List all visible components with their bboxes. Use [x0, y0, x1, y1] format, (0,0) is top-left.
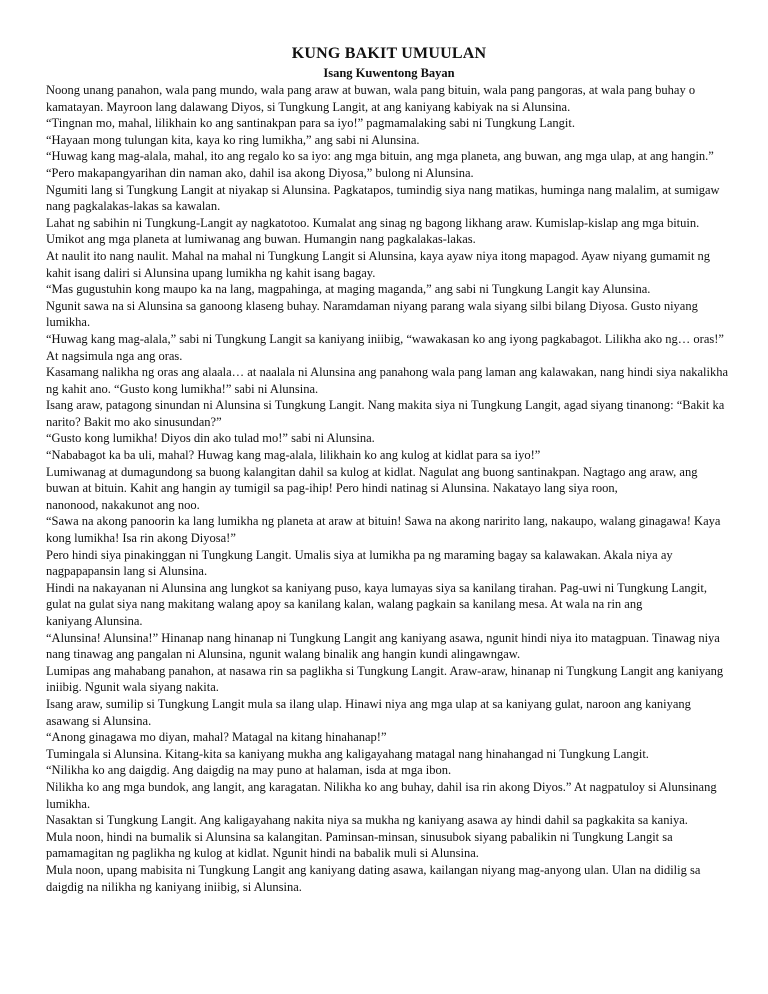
- paragraph: Isang araw, patagong sinundan ni Alunsina si Tungkung Langit. Nang makita siya ni Tungkung Langit, agad siyang tinanong: “Bakit ka narito? Bakit mo ako sinusundan?”: [46, 398, 725, 429]
- paragraph: Lumipas ang mahabang panahon, at nasawa rin sa paglikha si Tungkung Langit. Araw-araw, hinanap ni Tungkung Langit ang kaniyang iniibig. Ngunit wala siyang nakita.: [46, 663, 724, 695]
- paragraph: Pero hindi siya pinakinggan ni Tungkung Langit. Umalis siya at lumikha pa ng maraming bagay sa kalawakan. Akala niya ay nagpapapansin lang si Alunsina.: [46, 547, 673, 579]
- document-subtitle: Isang Kuwentong Bayan: [323, 66, 455, 80]
- paragraph: Nasaktan si Tungkung Langit. Ang kaligayahang nakita niya sa mukha ng kaniyang asawa ay hindi dahil sa pagkakita sa kaniya.: [46, 813, 688, 828]
- paragraph: “Huwag kang mag-alala, mahal, ito ang regalo ko sa iyo: ang mga bituin, ang mga planeta, ang buwan, ang mga ulap, at ang hangin.”: [46, 149, 714, 164]
- paragraph: At naulit ito nang naulit. Mahal na mahal ni Tungkung Langit si Alunsina, kaya ayaw niya itong mapagod. Ayaw niyang gumamit ng kahit isang daliri si Alunsina upang lumikha ng kahit isang bagay.: [46, 248, 711, 280]
- paragraph: “Nilikha ko ang daigdig. Ang daigdig na may puno at halaman, isda at mga ibon.: [46, 763, 452, 778]
- paragraph: Tumingala si Alunsina. Kitang-kita sa kaniyang mukha ang kaligayahang matagal nang hinahangad ni Tungkung Langit.: [46, 746, 649, 761]
- paragraph: “Nababagot ka ba uli, mahal? Huwag kang mag-alala, lilikhain ko ang kulog at kidlat para sa iyo!”: [46, 448, 541, 463]
- paragraph: Kasamang nalikha ng oras ang alaala… at naalala ni Alunsina ang panahong wala pang laman ang kalawakan, nang hindi siya nakalikha ng kahit ano. “Gusto kong lumikha!” sabi ni Alunsina.: [46, 365, 729, 396]
- paragraph: Ngumiti lang si Tungkung Langit at niyakap si Alunsina. Pagkatapos, tumindig siya nang matikas, huminga nang malalim, at sumigaw nang pagkalakas-lakas sa kawalan.: [46, 182, 720, 214]
- document-body: [46, 82, 732, 895]
- paragraph: “Pero makapangyarihan din naman ako, dahil isa akong Diyosa,” bulong ni Alunsina.: [46, 165, 474, 180]
- paragraph: Lahat ng sabihin ni Tungkung-Langit ay nagkatotoo. Kumalat ang sinag ng bagong likhang araw. Kumislap-kislap ang mga bituin. Umikot ang mga planeta at lumiwanag ang buwan. Humangin nang pagkalakas-lakas.: [46, 215, 700, 247]
- paragraph: Hindi na nakayanan ni Alunsina ang lungkot sa kaniyang puso, kaya lumayas siya sa kanilang tirahan. Pag-uwi ni Tungkung Langit, gulat na gulat siya nang makitang walang apoy sa kanilang kalan, walang pagkain sa kanilang mesa. At wala na rin ang kaniyang Alunsina.: [46, 580, 708, 628]
- paragraph: Nilikha ko ang mga bundok, ang langit, ang karagatan. Nilikha ko ang buhay, dahil isa rin akong Diyos.” At nagpatuloy si Alunsinang lumikha.: [46, 779, 717, 811]
- paragraph: Noong unang panahon, wala pang mundo, wala pang araw at buwan, wala pang bituin, wala pang pangoras, at wala pang buhay o kamatayan. Mayroon lang dalawang Diyos, si Tungkung Langit, at ang kaniyang kabiyak na si Alunsina.: [46, 83, 696, 114]
- paragraph: “Gusto kong lumikha! Diyos din ako tulad mo!” sabi ni Alunsina.: [46, 431, 375, 446]
- paragraph: “Mas gugustuhin kong maupo ka na lang, magpahinga, at maging maganda,” ang sabi ni Tungkung Langit kay Alunsina.: [46, 282, 651, 297]
- document-title: KUNG BAKIT UMUULAN: [291, 45, 487, 62]
- paragraph: “Anong ginagawa mo diyan, mahal? Matagal na kitang hinahanap!”: [46, 730, 387, 745]
- paragraph: Isang araw, sumilip si Tungkung Langit mula sa ilang ulap. Hinawi niya ang mga ulap at sa kaniyang gulat, naroon ang kaniyang asawang si Alunsina.: [46, 696, 691, 728]
- paragraph: Ngunit sawa na si Alunsina sa ganoong klaseng buhay. Naramdaman niyang parang wala siyang silbi bilang Diyosa. Gusto niyang lumikha.: [46, 298, 698, 330]
- paragraph: “Sawa na akong panoorin ka lang lumikha ng planeta at araw at bituin! Sawa na akong naririto lang, nakaupo, walang ginagawa! Kaya kong lumikha! Isa rin akong Diyosa!”: [46, 514, 721, 546]
- paragraph: “Tingnan mo, mahal, lilikhain ko ang santinakpan para sa iyo!” pagmamalaking sabi ni Tungkung Langit.: [46, 116, 575, 131]
- paragraph: “Huwag kang mag-alala,” sabi ni Tungkung Langit sa kaniyang iniibig, “wawakasan ko ang iyong pagkabagot. Lilikha ako ng… oras!” At nagsimula nga ang oras.: [46, 331, 724, 363]
- paragraph: Mula noon, upang mabisita ni Tungkung Langit ang kaniyang dating asawa, kailangan niyang mag-anyong ulan. Ulan na didilig sa daigdig na nilikha ng kaniyang iniibig, si Alunsina.: [46, 862, 701, 894]
- paragraph: “Alunsina! Alunsina!” Hinanap nang hinanap ni Tungkung Langit ang kaniyang asawa, ngunit hindi niya ito matagpuan. Tinawag niya nang tinawag ang pangalan ni Alunsina, ngunit walang binalik ang hangin kundi alingawngaw.: [46, 630, 720, 662]
- paragraph: Lumiwanag at dumagundong sa buong kalangitan dahil sa kulog at kidlat. Nagulat ang buong santinakpan. Nagtago ang araw, ang buwan at bituin. Kahit ang hangin ay tumigil sa pag-ihip! Pero hindi natinag si Alunsina. Nakatayo lang siya roon, nanonood, nakakunot ang noo.: [46, 464, 698, 512]
- paragraph: Mula noon, hindi na bumalik si Alunsina sa kalangitan. Paminsan-minsan, sinusubok siyang pabalikin ni Tungkung Langit sa pamamagitan ng paglikha ng kulog at kidlat. Ngunit hindi na babalik muli si Alunsina.: [46, 829, 673, 861]
- paragraph: “Hayaan mong tulungan kita, kaya ko ring lumikha,” ang sabi ni Alunsina.: [46, 132, 420, 147]
